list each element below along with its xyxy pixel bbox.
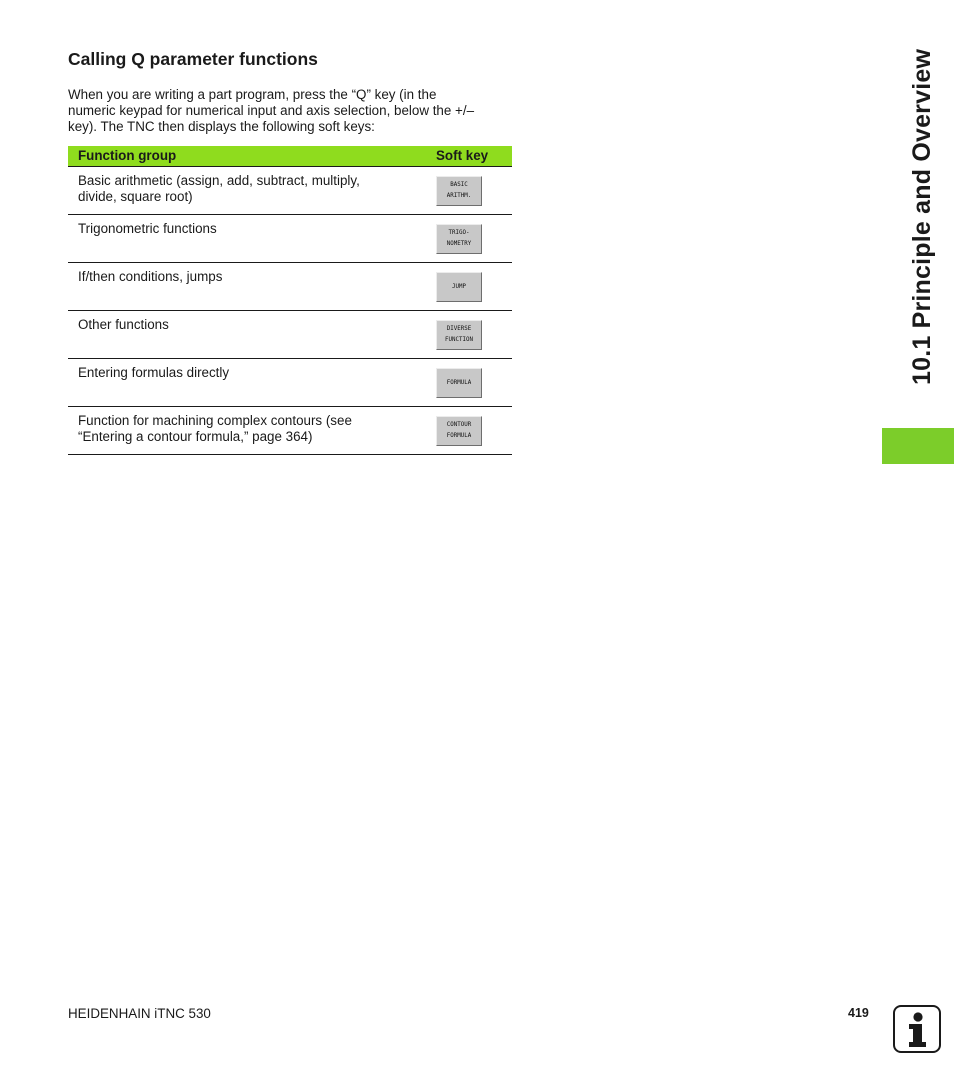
page-number: 419 bbox=[848, 1006, 869, 1020]
header-function-group: Function group bbox=[78, 148, 177, 163]
table-row bbox=[68, 311, 512, 359]
description-line: divide, square root) bbox=[78, 189, 193, 204]
chapter-title: 10.1 Principle and Overview bbox=[908, 48, 936, 385]
description-line: Other functions bbox=[78, 317, 169, 332]
description-line: Entering formulas directly bbox=[78, 365, 230, 380]
intro-line: key). The TNC then displays the following soft keys: bbox=[68, 119, 375, 134]
contour-formula-softkey[interactable] bbox=[436, 416, 482, 446]
table-row bbox=[68, 359, 512, 407]
intro-line: When you are writing a part program, press the “Q” key (in the bbox=[68, 87, 437, 102]
row-description bbox=[78, 269, 408, 285]
table-row bbox=[68, 167, 512, 215]
row-description bbox=[78, 221, 408, 237]
description-line: Basic arithmetic (assign, add, subtract, multiply, bbox=[78, 173, 360, 188]
table-header bbox=[68, 146, 512, 167]
function-table bbox=[68, 146, 512, 455]
jump-softkey[interactable] bbox=[436, 272, 482, 302]
table-row bbox=[68, 407, 512, 455]
row-description bbox=[78, 317, 408, 333]
softkey-label: FORMULA bbox=[446, 379, 472, 386]
softkey-label: TRIGO- bbox=[448, 230, 470, 236]
intro-line: numeric keypad for numerical input and axis selection, below the +/– bbox=[68, 103, 475, 118]
diverse-function-softkey[interactable] bbox=[436, 320, 482, 350]
softkey-label: FORMULA bbox=[446, 433, 472, 439]
row-description bbox=[78, 365, 408, 381]
softkey-label: FUNCTION bbox=[445, 337, 473, 343]
softkey-label: CONTOUR bbox=[446, 422, 472, 428]
description-line: Trigonometric functions bbox=[78, 221, 217, 236]
softkey-label: ARITHM. bbox=[446, 193, 472, 199]
description-line: “Entering a contour formula,” page 364) bbox=[78, 429, 313, 444]
section-heading: Calling Q parameter functions bbox=[68, 49, 318, 69]
softkey-label: NOMETRY bbox=[446, 241, 472, 247]
info-icon bbox=[893, 1005, 941, 1053]
formula-softkey[interactable] bbox=[436, 368, 482, 398]
softkey-label: DIVERSE bbox=[446, 326, 472, 332]
softkey-label: BASIC bbox=[450, 182, 468, 188]
row-description bbox=[78, 173, 408, 205]
table-row bbox=[68, 215, 512, 263]
basic-arithm-softkey[interactable] bbox=[436, 176, 482, 206]
table-row bbox=[68, 263, 512, 311]
softkey-label: JUMP bbox=[452, 283, 466, 290]
footer-manual-name: HEIDENHAIN iTNC 530 bbox=[68, 1006, 211, 1021]
chapter-tab-marker bbox=[882, 428, 954, 464]
row-description bbox=[78, 413, 408, 445]
description-line: Function for machining complex contours (see bbox=[78, 413, 352, 428]
header-soft-key: Soft key bbox=[436, 148, 489, 163]
intro-paragraph bbox=[68, 87, 518, 135]
description-line: If/then conditions, jumps bbox=[78, 269, 223, 284]
trigonometry-softkey[interactable] bbox=[436, 224, 482, 254]
